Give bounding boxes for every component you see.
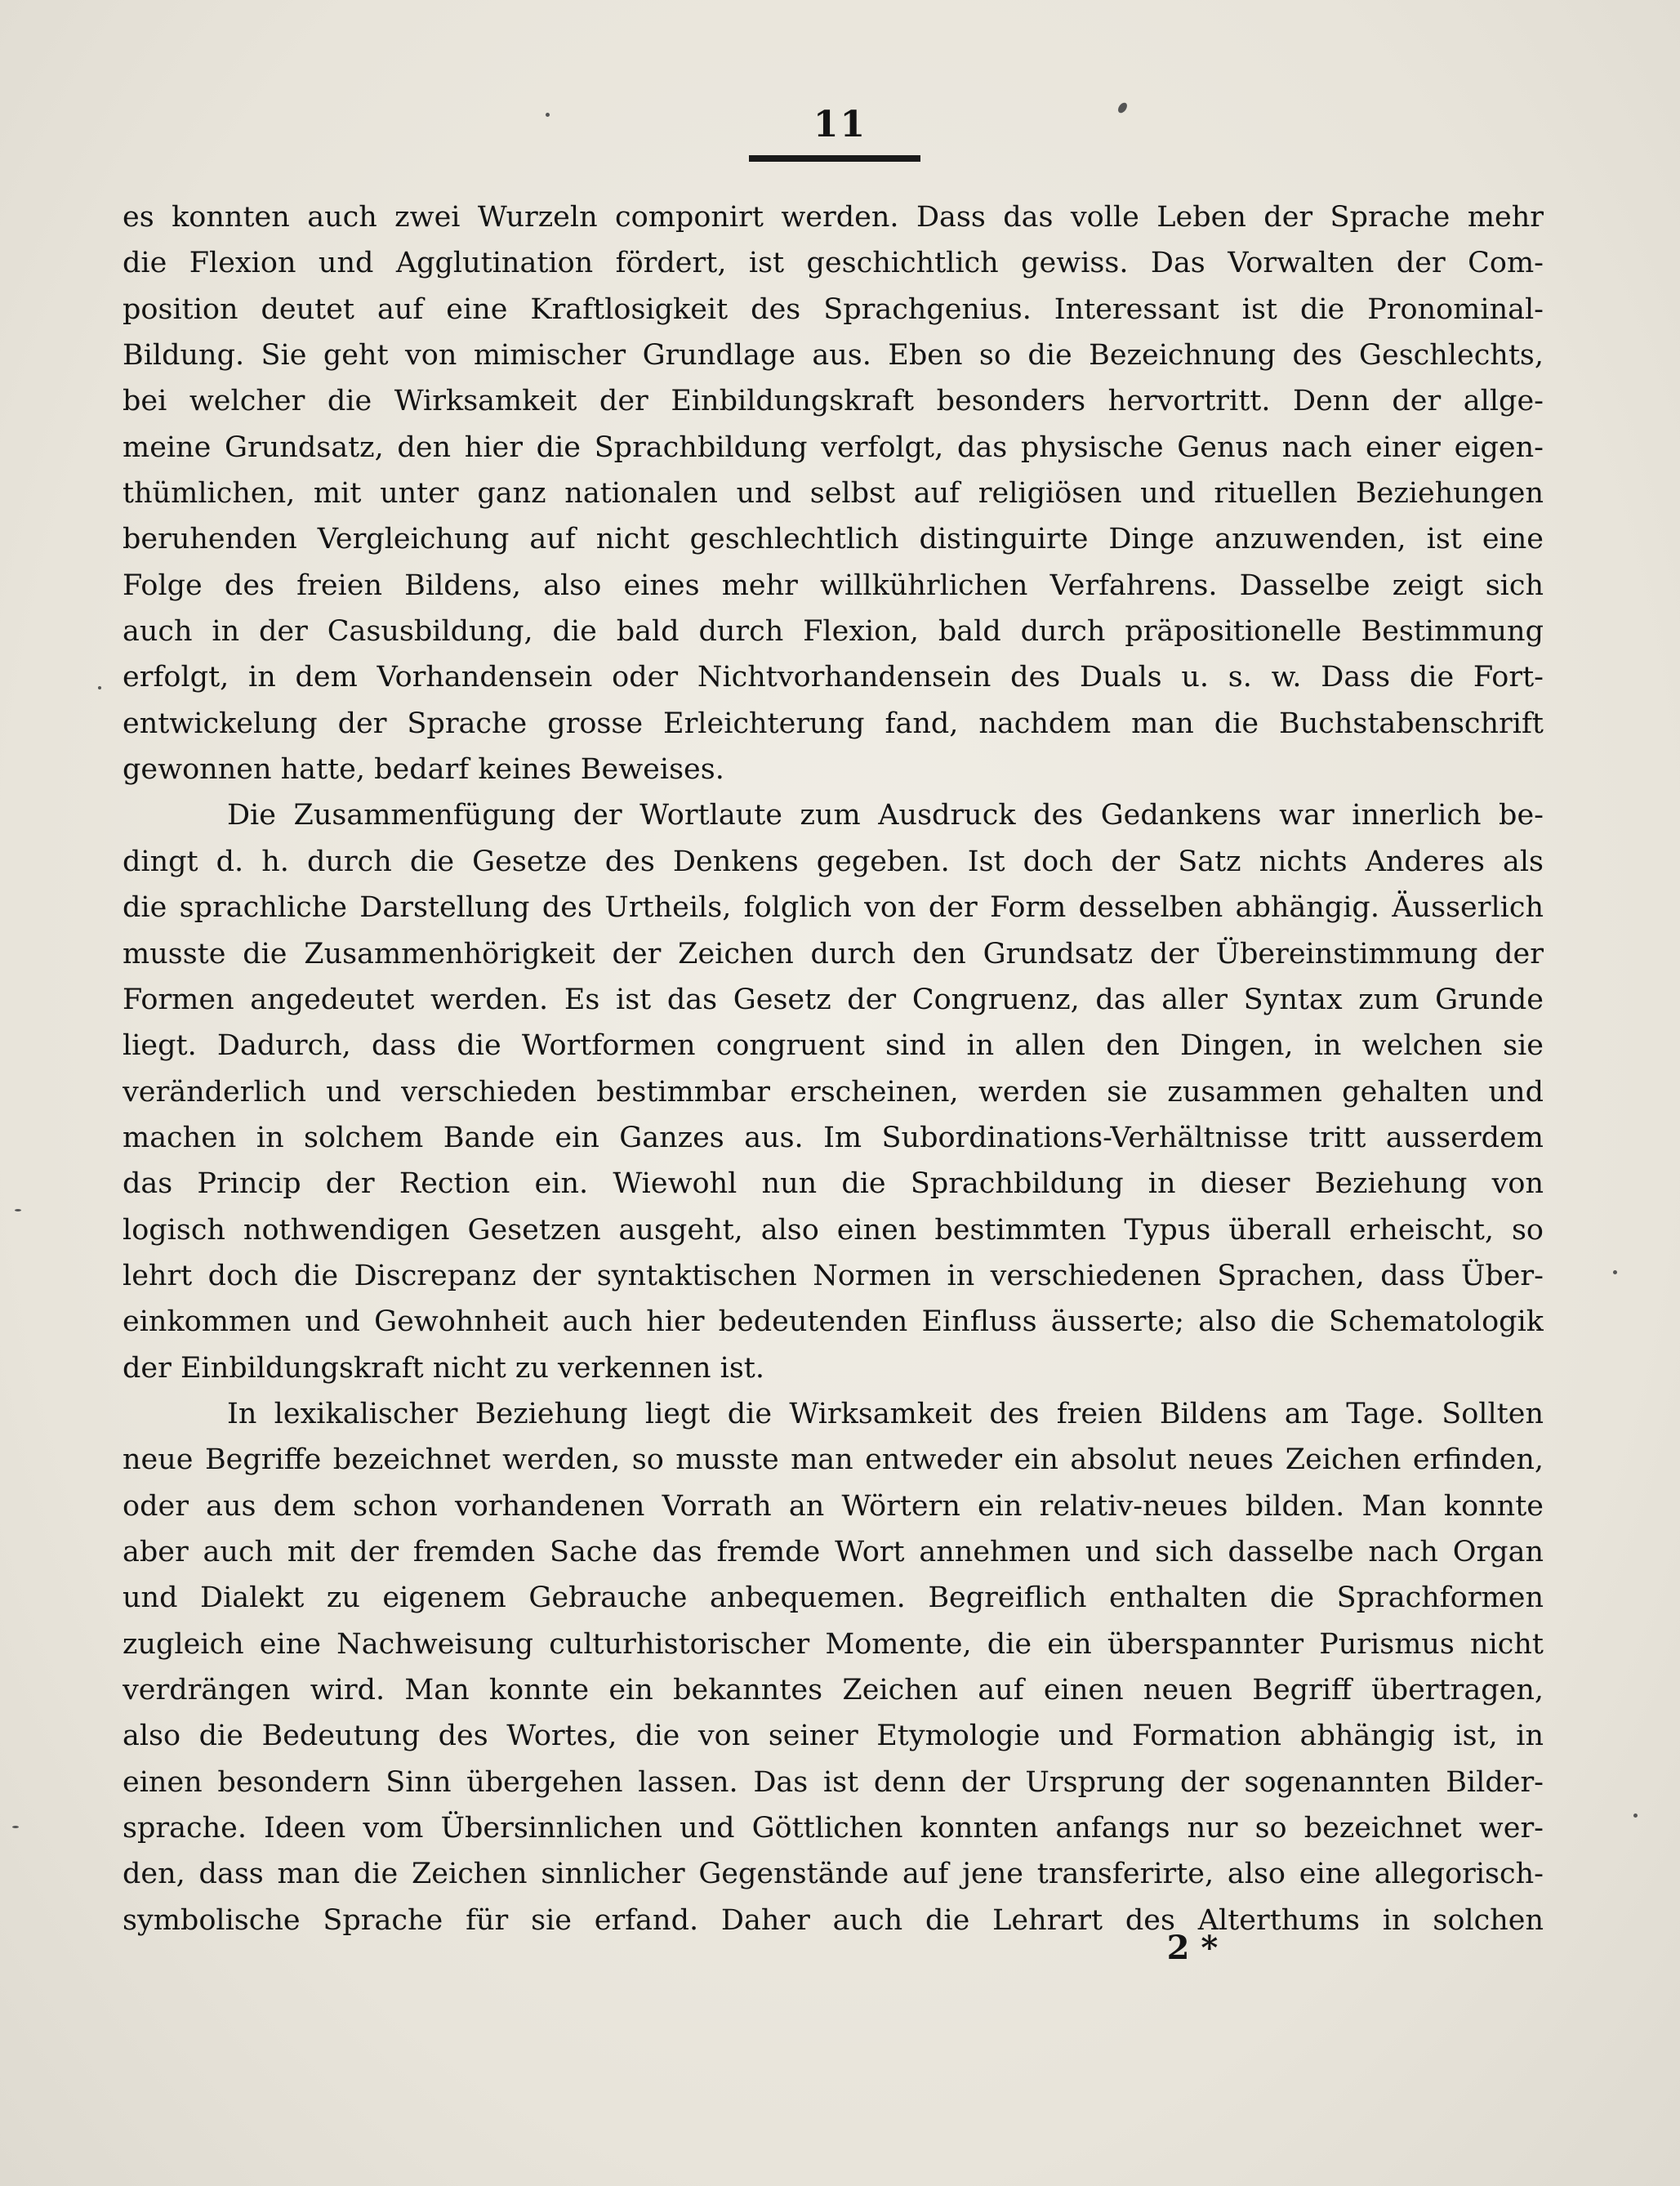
- paragraph-start-line: Die Zusammenfügung der Wortlaute zum Ausdruck des Gedankens war innerlich be-: [227, 799, 1544, 832]
- text-line: Bildung. Sie geht von mimischer Grundlage aus. Eben so die Bezeichnung des Geschlechts,: [123, 339, 1544, 373]
- paper-speck: [12, 1826, 19, 1828]
- text-line: beruhenden Vergleichung auf nicht geschlechtlich distinguirte Dinge anzuwenden, ist eine: [123, 523, 1544, 556]
- body-text: [123, 194, 1544, 1943]
- text-line: position deutet auf eine Kraftlosigkeit des Sprachgenius. Interessant ist die Pronominal-: [123, 292, 1544, 326]
- text-line: einkommen und Gewohnheit auch hier bedeutenden Einfluss äusserte; also die Schematologik: [123, 1305, 1544, 1339]
- paragraph-end-line: der Einbildungskraft nicht zu verkennen ist.: [123, 1351, 764, 1385]
- text-line: bei welcher die Wirksamkeit der Einbildungskraft besonders hervortritt. Denn der allge-: [123, 385, 1544, 418]
- text-line: Folge des freien Bildens, also eines mehr willkührlichen Verfahrens. Dasselbe zeigt sich: [123, 569, 1544, 602]
- text-line: erfolgt, in dem Vorhandensein oder Nichtvorhandensein des Duals u. s. w. Dass die Fort-: [123, 661, 1544, 694]
- text-line: den, dass man die Zeichen sinnlicher Gegenstände auf jene transferirte, also eine allegorisch-: [123, 1858, 1544, 1891]
- paper-speck: [546, 113, 550, 117]
- paper-speck: [15, 1209, 21, 1211]
- text-line: thümlichen, mit unter ganz nationalen und selbst auf religiösen und rituellen Beziehungen: [123, 477, 1544, 511]
- paragraph-end-line: gewonnen hatte, bedarf keines Beweises.: [123, 753, 724, 787]
- text-line: es konnten auch zwei Wurzeln componirt werden. Dass das volle Leben der Sprache mehr: [123, 201, 1544, 234]
- text-line: oder aus dem schon vorhandenen Vorrath an Wörtern ein relativ-neues bilden. Man konnte: [123, 1489, 1544, 1523]
- text-line: dingt d. h. durch die Gesetze des Denkens gegeben. Ist doch der Satz nichts Anderes als: [123, 845, 1544, 878]
- text-line: verdrängen wird. Man konnte ein bekanntes Zeichen auf einen neuen Begriff übertragen,: [123, 1674, 1544, 1706]
- text-line: liegt. Dadurch, dass die Wortformen congruent sind in allen den Dingen, in welchen sie: [123, 1029, 1544, 1063]
- text-line: also die Bedeutung des Wortes, die von seiner Etymologie und Formation abhängig ist, in: [123, 1720, 1544, 1753]
- text-line: das Princip der Rection ein. Wiewohl nun die Sprachbildung in dieser Beziehung von: [123, 1167, 1544, 1201]
- signature-mark: 2 *: [1166, 1929, 1219, 1967]
- text-line: und Dialekt zu eigenem Gebrauche anbequemen. Begreiflich enthalten die Sprachformen: [123, 1582, 1544, 1615]
- text-line: lehrt doch die Discrepanz der syntaktischen Normen in verschiedenen Sprachen, dass Über-: [123, 1259, 1544, 1292]
- paper-speck: [98, 686, 101, 689]
- text-line: sprache. Ideen vom Übersinnlichen und Göttlichen konnten anfangs nur so bezeichnet wer-: [123, 1812, 1544, 1845]
- text-line: aber auch mit der fremden Sache das fremde Wort annehmen und sich dasselbe nach Organ: [123, 1535, 1544, 1568]
- paper-speck: [1613, 1270, 1617, 1274]
- page-number: 11: [813, 104, 867, 145]
- paragraph-start-line: In lexikalischer Beziehung liegt die Wirksamkeit des freien Bildens am Tage. Sollten: [227, 1397, 1544, 1430]
- text-line: musste die Zusammenhörigkeit der Zeichen durch den Grundsatz der Übereinstimmung der: [123, 937, 1544, 970]
- text-line: zugleich eine Nachweisung culturhistorischer Momente, die ein überspannter Purismus nicht: [123, 1627, 1544, 1661]
- text-line: veränderlich und verschieden bestimmbar erscheinen, werden sie zusammen gehalten und: [123, 1075, 1544, 1109]
- text-line: logisch nothwendigen Gesetzen ausgeht, also einen bestimmten Typus überall erheischt, so: [123, 1213, 1544, 1247]
- text-line: einen besondern Sinn übergehen lassen. Das ist denn der Ursprung der sogenannten Bilder-: [123, 1765, 1544, 1799]
- text-line: die Flexion und Agglutination fördert, ist geschichtlich gewiss. Das Vorwalten der Com-: [123, 247, 1544, 280]
- text-line: machen in solchem Bande ein Ganzes aus. Im Subordinations-Verhältnisse tritt ausserdem: [123, 1121, 1544, 1154]
- text-line: meine Grundsatz, den hier die Sprachbildung verfolgt, das physische Genus nach einer eigen-: [123, 431, 1544, 464]
- text-line: entwickelung der Sprache grosse Erleichterung fand, nachdem man die Buchstabenschrift: [123, 707, 1544, 740]
- text-line: die sprachliche Darstellung des Urtheils, folglich von der Form desselben abhängig. Äusserlich: [123, 891, 1544, 925]
- text-line: auch in der Casusbildung, die bald durch Flexion, bald durch präpositionelle Bestimmung: [123, 615, 1544, 649]
- text-line: neue Begriffe bezeichnet werden, so musste man entweder ein absolut neues Zeichen erfinden,: [123, 1443, 1544, 1477]
- paper-speck: [1633, 1813, 1638, 1818]
- text-line: Formen angedeutet werden. Es ist das Gesetz der Congruenz, das aller Syntax zum Grunde: [123, 983, 1544, 1016]
- header-rule: [749, 155, 920, 162]
- text-line: symbolische Sprache für sie erfand. Daher auch die Lehrart des Alterthums in solchen: [123, 1903, 1544, 1937]
